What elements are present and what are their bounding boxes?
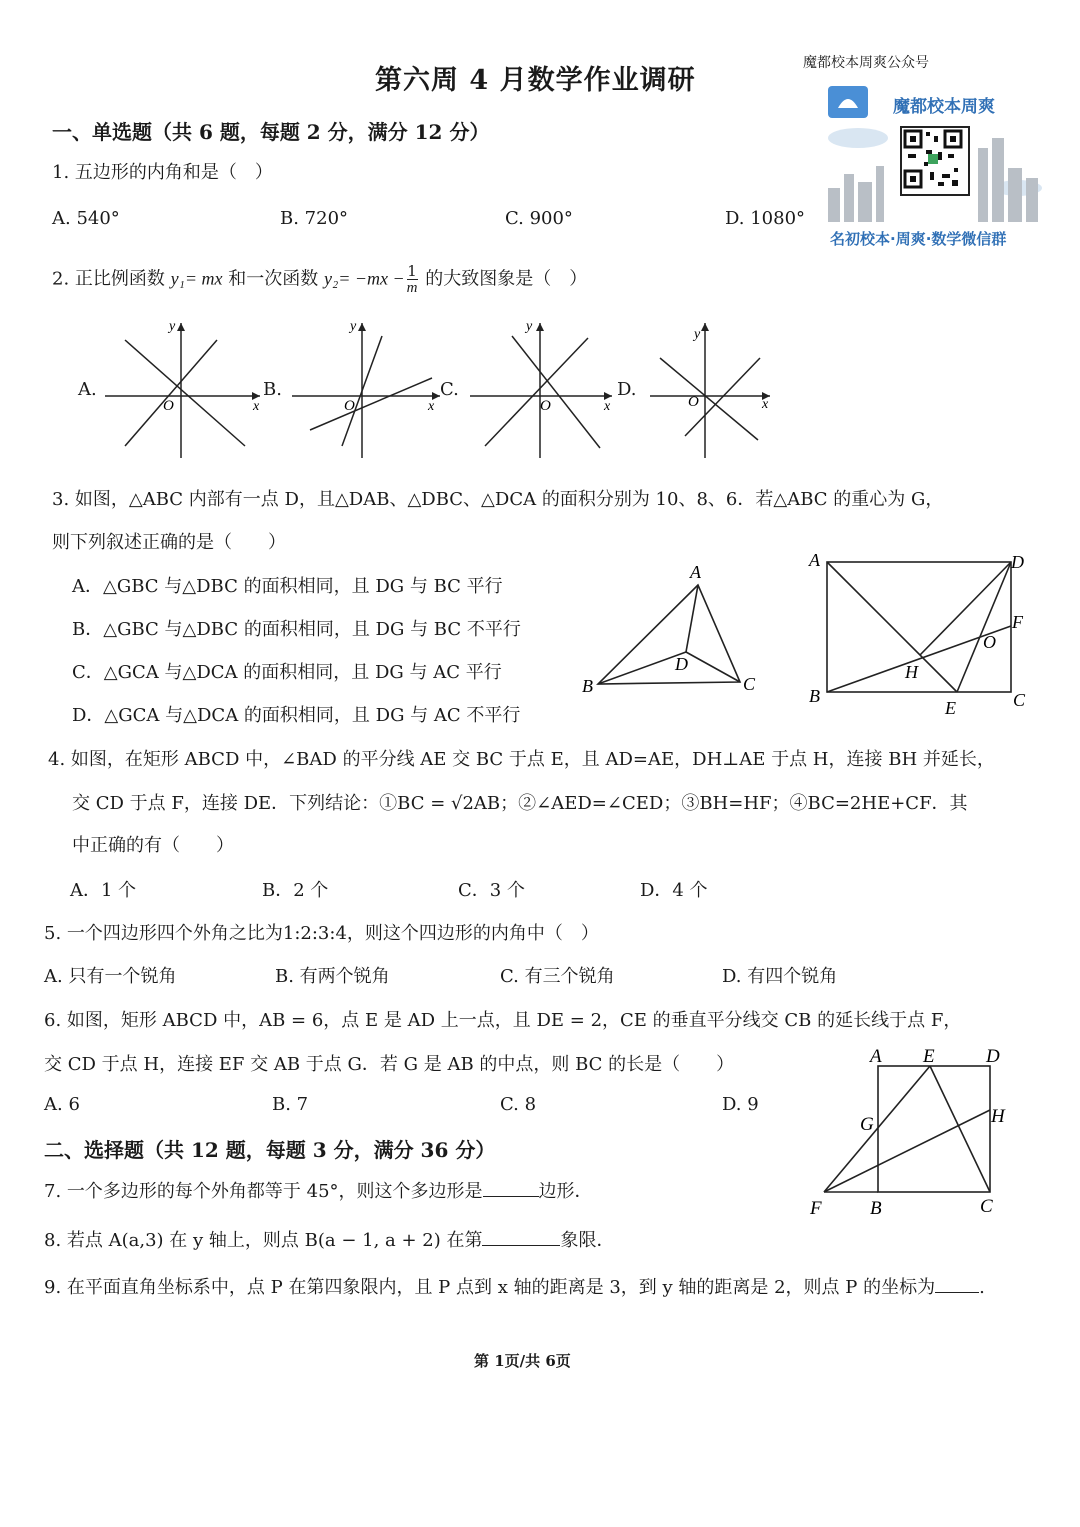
question-1-option-d: D. 1080°	[725, 208, 806, 229]
q6-label-a: A	[870, 1046, 882, 1067]
question-5-option-c: C. 有三个锐角	[500, 966, 615, 987]
question-5-option-a: A. 只有一个锐角	[44, 966, 177, 987]
q4-label-f: F	[1012, 612, 1023, 632]
rectangle-figure-q6	[810, 1040, 1020, 1220]
question-9-tail: .	[979, 1277, 985, 1298]
graph-a	[105, 318, 265, 463]
triangle-label-a: A	[690, 562, 701, 582]
q4-label-e: E	[945, 698, 956, 718]
graph-c	[470, 318, 620, 463]
question-3-stem-line-1: 3. 如图，△ABC 内部有一点 D，且△DAB、△DBC、△DCA 的面积分别为 10、8、6．若△ABC 的重心为 G，	[52, 489, 944, 510]
question-3-option-a: A．△GBC 与△DBC 的面积相同，且 DG 与 BC 平行	[72, 576, 503, 597]
question-3-option-d: D．△GCA 与△DCA 的面积相同，且 DG 与 AC 不平行	[72, 705, 521, 726]
question-5-stem: 5. 一个四边形四个外角之比为1:2:3:4，则这个四边形的内角中（ ）	[44, 923, 599, 944]
q4-label-h: H	[905, 662, 918, 682]
q4-label-o: O	[983, 632, 996, 652]
triangle-label-c: C	[743, 674, 756, 694]
qr-advertisement	[818, 78, 1044, 250]
question-4-stem-line-1: 4. 如图，在矩形 ABCD 中，∠BAD 的平分线 AE 交 BC 于点 E，且 AD=AE，DH⊥AE 于点 H，连接 BH 并延长，	[48, 749, 995, 770]
graph-b-origin: O	[344, 398, 355, 414]
question-4-stem-line-3: 中正确的有（ ）	[72, 835, 234, 856]
fraction-numerator: 1	[407, 262, 417, 280]
q6-label-g: G	[860, 1114, 874, 1135]
q6-label-c: C	[980, 1196, 993, 1217]
question-5-option-d: D. 有四个锐角	[722, 966, 838, 987]
question-7-tail: 边形．	[538, 1181, 593, 1202]
question-7-text: 7. 一个多边形的每个外角都等于 45°，则这个多边形是	[44, 1181, 483, 1202]
q4-label-b: B	[809, 686, 820, 706]
graph-a-y-label: y	[169, 319, 176, 334]
question-8-answer-blank[interactable]	[482, 1245, 560, 1246]
question-2-intro: 2. 正比例函数	[52, 268, 171, 290]
question-1-option-a: A. 540°	[52, 208, 120, 229]
question-1-option-c: C. 900°	[505, 208, 573, 229]
ad-label: 魔都校本周爽公众号	[803, 55, 929, 71]
q6-label-h: H	[991, 1106, 1005, 1127]
question-4-option-a: A．1 个	[70, 880, 137, 901]
q6-label-f: F	[810, 1198, 822, 1219]
q6-label-e: E	[923, 1046, 935, 1067]
question-2-stem	[52, 263, 587, 296]
fraction-denominator: m	[406, 280, 418, 296]
ad-footer: 名初校本·周爽·数学微信群	[830, 230, 1007, 248]
question-7	[44, 1177, 593, 1203]
page-number: 第 1页/共 6页	[474, 1352, 571, 1370]
question-3-option-c: C．△GCA 与△DCA 的面积相同，且 DG 与 AC 平行	[72, 662, 502, 683]
question-2-function-2: y₂= −mx −	[323, 268, 405, 289]
question-7-answer-blank[interactable]	[483, 1196, 539, 1197]
question-2-tail: 的大致图象是（ ）	[419, 268, 588, 290]
triangle-label-d: D	[675, 654, 688, 674]
question-1-stem: 1. 五边形的内角和是（ ）	[52, 162, 273, 183]
question-6-option-b: B. 7	[272, 1094, 309, 1115]
question-4-stem-line-2: 交 CD 于点 F，连接 DE．下列结论：①BC = √2AB；②∠AED=∠CED；③BH=HF；④BC=2HE+CF．其	[72, 793, 968, 814]
ad-title: 魔都校本周爽	[893, 97, 995, 117]
q4-label-d: D	[1011, 552, 1024, 572]
q4-label-c: C	[1013, 690, 1026, 710]
graph-c-origin: O	[540, 398, 551, 414]
question-8	[44, 1226, 614, 1252]
qr-code-icon	[900, 126, 970, 196]
graph-c-y-label: y	[526, 319, 533, 334]
graph-a-x-label: x	[253, 399, 260, 414]
graph-a-origin: O	[163, 398, 174, 414]
section-heading-2: 二、选择题（共 12 题，每题 3 分，满分 36 分）	[44, 1138, 496, 1162]
question-6-option-d: D. 9	[722, 1094, 759, 1115]
graph-c-label: C.	[440, 379, 459, 400]
graph-c-x-label: x	[604, 399, 611, 414]
question-9-answer-blank[interactable]	[935, 1292, 979, 1293]
question-2-function-1: y₁= mx	[170, 268, 223, 289]
question-4-option-d: D．4 个	[640, 880, 708, 901]
question-4-option-b: B．2 个	[262, 880, 329, 901]
question-9	[44, 1273, 985, 1299]
rectangle-figure-q4	[805, 548, 1045, 723]
q4-label-a: A	[809, 550, 820, 570]
question-3-option-b: B．△GBC 与△DBC 的面积相同，且 DG 与 BC 不平行	[72, 619, 521, 640]
question-1-option-b: B. 720°	[280, 208, 349, 229]
triangle-label-b: B	[582, 676, 593, 696]
question-9-text: 9. 在平面直角坐标系中，点 P 在第四象限内，且 P 点到 x 轴的距离是 3，到 y 轴的距离是 2，则点 P 的坐标为	[44, 1277, 936, 1298]
question-6-option-c: C. 8	[500, 1094, 537, 1115]
graph-d-label: D.	[617, 379, 637, 400]
graph-d-x-label: x	[762, 397, 769, 412]
page-title: 第六周 4 月数学作业调研	[375, 65, 696, 96]
graph-d-origin: O	[688, 394, 699, 410]
graph-b-x-label: x	[428, 399, 435, 414]
q6-label-d: D	[986, 1046, 1000, 1067]
question-4-option-c: C．3 个	[458, 880, 525, 901]
question-6-stem-line-1: 6. 如图，矩形 ABCD 中，AB = 6，点 E 是 AD 上一点，且 DE = 2，CE 的垂直平分线交 CB 的延长线于点 F，	[44, 1010, 962, 1031]
graph-b	[292, 318, 447, 463]
graph-d-y-label: y	[694, 327, 701, 342]
q6-label-b: B	[870, 1198, 882, 1219]
graph-a-label: A.	[78, 379, 97, 400]
question-8-tail: 象限．	[560, 1230, 615, 1251]
graph-d	[650, 318, 780, 463]
fraction	[407, 263, 418, 296]
question-5-option-b: B. 有两个锐角	[275, 966, 390, 987]
graph-b-label: B.	[263, 379, 282, 400]
question-2-connector: 和一次函数	[222, 268, 324, 290]
question-8-text: 8. 若点 A(a,3) 在 y 轴上，则点 B(a − 1, a + 2) 在第	[44, 1230, 483, 1251]
question-6-stem-line-2: 交 CD 于点 H，连接 EF 交 AB 于点 G．若 G 是 AB 的中点，则 BC 的长是（ ）	[44, 1054, 735, 1075]
question-6-option-a: A. 6	[44, 1094, 80, 1115]
graph-b-y-label: y	[350, 319, 357, 334]
section-heading-1: 一、单选题（共 6 题，每题 2 分，满分 12 分）	[52, 120, 490, 144]
triangle-figure	[580, 560, 760, 700]
question-3-stem-line-2: 则下列叙述正确的是（ ）	[52, 532, 286, 553]
